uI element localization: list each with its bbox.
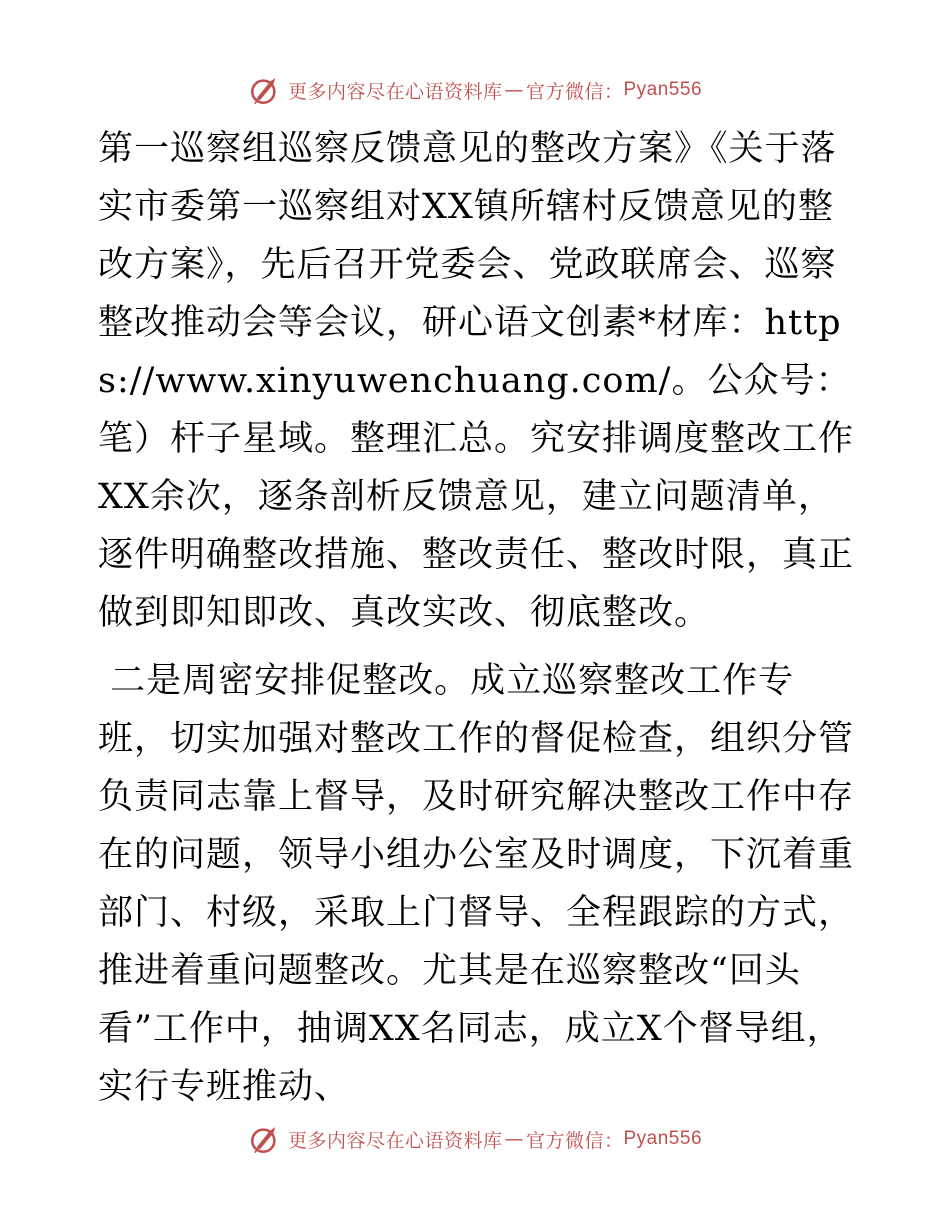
- banner-separator: —: [504, 1128, 524, 1150]
- banner-wechat-label: 官方微信：: [525, 1129, 624, 1152]
- paragraph-2: 二是周密安排促整改。成立巡察整改工作专班，切实加强对整改工作的督促检查，组织分管负责同志靠上督导，及时研究解决整改工作中存在的问题，领导小组办公室及时调度，下沉着重部门、村级，采取上门督导、全程跟踪的方式，推进着重问题整改。尤其是在巡察整改“回头看”工作中，抽调XX名同志，成立X个督导组，实行专班推动、: [98, 661, 855, 1107]
- banner-wechat-label: 官方微信：: [525, 80, 624, 103]
- footer-watermark-banner: [0, 1119, 950, 1159]
- banner-separator: —: [504, 79, 524, 101]
- quill-pen-logo-icon: [248, 73, 282, 107]
- paragraph-1: 第一巡察组巡察反馈意见的整改方案》《关于落实市委第一巡察组对XX镇所辖村反馈意见的整改方案》，先后召开党委会、党政联席会、巡察整改推动会等会议，研心语文创素*材库：https://www.xinyuwenchuang.com/。公众号：笔）杆子星域。整理汇总。究安排调度整改工作XX余次，逐条剖析反馈意见，建立问题清单，逐件明确整改措施、整改责任、整改时限，真正做到即知即改、真改实改、彻底整改。: [98, 129, 855, 633]
- header-watermark-banner: [0, 70, 950, 110]
- banner-brand-text: 更多内容尽在心语资料库: [287, 80, 503, 103]
- banner-account: Pyan556: [623, 79, 703, 100]
- quill-pen-logo-icon: [248, 1122, 282, 1156]
- document-body: [98, 120, 854, 1116]
- banner-account: Pyan556: [623, 1128, 703, 1149]
- banner-brand-text: 更多内容尽在心语资料库: [287, 1129, 503, 1152]
